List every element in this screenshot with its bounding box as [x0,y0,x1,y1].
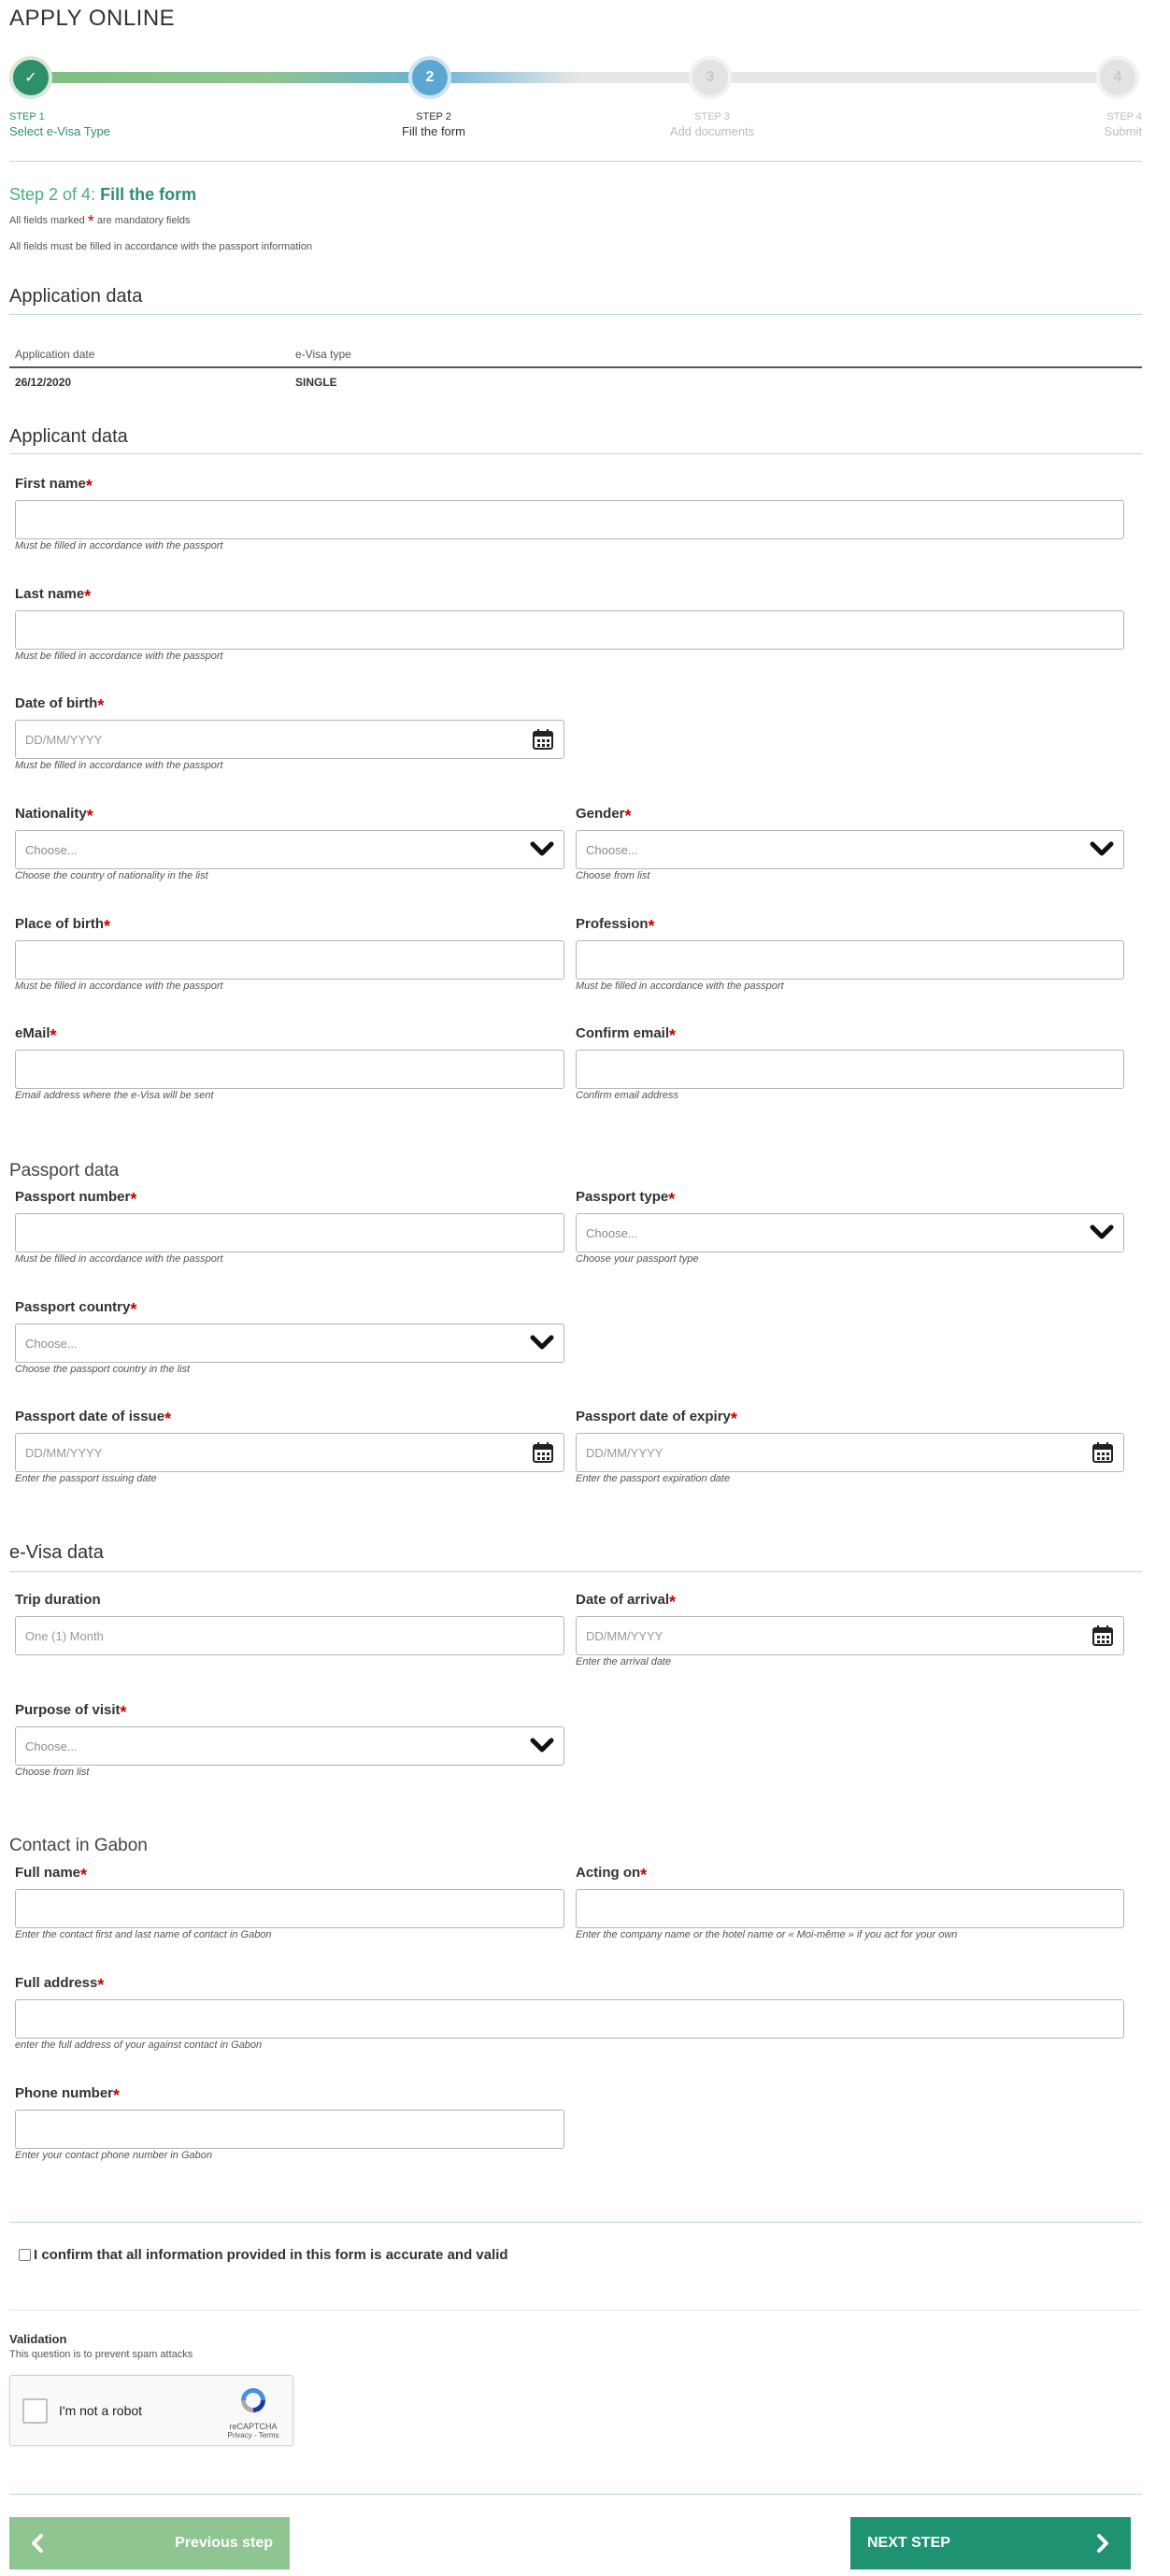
passport-country-value: Choose... [25,1336,78,1351]
chevron-right-icon [1095,2533,1110,2554]
nationality-label-text: Nationality [15,806,87,822]
previous-step-button[interactable] [9,2517,290,2569]
profession-input[interactable] [576,940,1124,980]
confirm-checkbox[interactable] [19,2249,31,2261]
page-title: APPLY ONLINE [9,6,176,31]
required-asterisk: * [130,1300,137,1319]
passport-type-label-text: Passport type [576,1189,669,1205]
step-2-dot: 2 [408,56,451,99]
required-asterisk: * [85,477,93,495]
phone-input[interactable] [15,2110,564,2149]
passport-type-select[interactable] [576,1213,1124,1252]
passport-country-select[interactable] [15,1324,564,1363]
last-name-label [15,586,92,606]
profession-label-text: Profession [576,916,649,932]
step-1-check-icon[interactable]: ✓ [9,56,52,99]
place-of-birth-help: Must be filled in accordance with the passport [15,980,223,992]
contact-name-label [15,1865,88,1884]
arrival-date-placeholder: DD/MM/YYYY [586,1628,663,1643]
required-asterisk: * [648,917,655,936]
required-asterisk: * [97,696,105,715]
last-name-input[interactable] [15,610,1124,650]
calendar-icon[interactable] [1092,1624,1114,1647]
phone-label-text: Phone number [15,2085,114,2101]
acting-on-label [576,1865,648,1884]
last-name-label-text: Last name [15,586,85,602]
recaptcha-icon [238,2385,268,2415]
required-asterisk: * [104,917,111,936]
passport-expiry-help: Enter the passport expiration date [576,1473,731,1484]
place-of-birth-label-text: Place of birth [15,916,105,932]
step-3-number: STEP 3 [694,111,730,122]
address-label-text: Full address [15,1975,98,1991]
required-asterisk: * [84,587,92,606]
required-asterisk: * [87,212,94,231]
previous-step-label: Previous step [175,2535,273,2551]
applicant-data-heading: Applicant data [9,426,128,447]
application-date-value: 26/12/2020 [15,376,72,389]
acting-on-label-text: Acting on [576,1865,641,1881]
passport-number-label [15,1189,137,1209]
trip-duration-label: Trip duration [15,1592,101,1608]
dob-label-text: Date of birth [15,695,98,711]
contact-heading: Contact in Gabon [9,1836,148,1855]
application-data-heading: Application data [9,286,143,307]
calendar-icon[interactable] [1092,1441,1114,1464]
passport-expiry-label-text: Passport date of expiry [576,1409,731,1424]
passport-number-input[interactable] [15,1213,564,1252]
required-asterisk: * [730,1410,737,1428]
passport-type-help: Choose your passport type [576,1253,699,1265]
passport-country-help: Choose the passport country in the list [15,1364,191,1375]
gender-label [576,806,632,825]
passport-type-label [576,1189,676,1209]
passport-expiry-placeholder: DD/MM/YYYY [586,1445,663,1460]
recaptcha-brand: reCAPTCHA [229,2422,278,2431]
purpose-select[interactable] [15,1726,564,1766]
purpose-help: Choose from list [15,1767,90,1778]
step-4-dot: 4 [1096,56,1139,99]
gender-help: Choose from list [576,870,650,881]
next-step-button[interactable] [850,2517,1131,2569]
confirm-email-label-text: Confirm email [576,1025,670,1041]
required-asterisk: * [624,807,632,825]
divider [9,2222,1142,2223]
step-1-number: STEP 1 [9,111,45,122]
recaptcha-label: I'm not a robot [59,2403,143,2418]
step-prefix: Step 2 of 4: [9,185,96,204]
step-title: Fill the form [100,185,197,204]
evisa-type-value: SINGLE [295,376,337,389]
divider [9,314,1142,315]
contact-name-label-text: Full name [15,1865,81,1881]
step-2-label [396,110,471,138]
last-name-help: Must be filled in accordance with the passport [15,651,223,662]
required-asterisk: * [669,1593,677,1611]
arrival-date-help: Enter the arrival date [576,1656,672,1667]
acting-on-help: Enter the company name or the hotel name or « Moi-même » if you act for your own [576,1929,958,1940]
step-4-label [1105,110,1142,138]
required-asterisk: * [50,1026,57,1045]
step-4-name: Submit [1104,124,1142,138]
nationality-select[interactable] [15,830,564,869]
first-name-input[interactable] [15,500,1124,539]
confirm-label[interactable]: I confirm that all information provided in this form is accurate and valid [34,2247,508,2263]
email-help: Email address where the e-Visa will be sent [15,1090,214,1101]
gender-value: Choose... [586,842,638,857]
phone-label [15,2085,121,2105]
dob-help: Must be filled in accordance with the passport [15,760,223,771]
passport-expiry-input[interactable] [576,1433,1124,1472]
passport-type-value: Choose... [586,1225,638,1240]
mandatory-note [9,212,191,231]
chevron-down-icon [1090,1224,1114,1241]
evisa-data-heading: e-Visa data [9,1542,104,1563]
passport-issue-help: Enter the passport issuing date [15,1473,157,1484]
address-label [15,1975,105,1995]
profession-label [576,916,655,936]
contact-name-help: Enter the contact first and last name of contact in Gabon [15,1929,272,1940]
evisa-type-header: e-Visa type [295,348,351,361]
passport-number-label-text: Passport number [15,1189,131,1205]
step-4-number: STEP 4 [1106,111,1142,122]
passport-issue-placeholder: DD/MM/YYYY [25,1445,103,1460]
nationality-label [15,806,93,825]
chevron-left-icon [30,2533,45,2554]
purpose-label-text: Purpose of visit [15,1702,121,1718]
divider [9,2494,1142,2495]
required-asterisk: * [86,807,93,825]
required-asterisk: * [668,1190,676,1209]
dob-placeholder: DD/MM/YYYY [25,732,103,747]
passport-note: All fields must be filled in accordance with the passport information [9,241,313,252]
email-label-text: eMail [15,1025,50,1041]
phone-help: Enter your contact phone number in Gabon [15,2150,212,2161]
step-3-name: Add documents [669,124,755,138]
validation-note: This question is to prevent spam attacks [9,2349,193,2360]
gender-select[interactable] [576,830,1124,869]
dob-input[interactable] [15,720,564,759]
progress-fade [430,72,579,83]
step-2-name: Fill the form [402,124,465,138]
required-asterisk: * [97,1976,105,1995]
step-1-name: Select e-Visa Type [9,124,110,138]
acting-on-input[interactable] [576,1889,1124,1928]
profession-help: Must be filled in accordance with the passport [576,980,784,992]
nationality-help: Choose the country of nationality in the list [15,870,208,881]
progress-fill [28,72,430,83]
passport-number-help: Must be filled in accordance with the passport [15,1253,223,1265]
confirm-email-input[interactable] [576,1050,1124,1089]
recaptcha-widget [9,2375,293,2446]
trip-duration-value: One (1) Month [25,1628,104,1643]
divider [9,453,1142,454]
passport-issue-label [15,1409,172,1428]
step-heading [9,185,196,205]
email-label [15,1025,57,1045]
calendar-icon[interactable] [532,1441,554,1464]
application-date-header: Application date [15,348,95,361]
recaptcha-terms[interactable]: Privacy - Terms [227,2431,279,2440]
place-of-birth-input[interactable] [15,940,564,980]
trip-duration-input [15,1616,564,1655]
confirm-email-help: Confirm email address [576,1090,679,1101]
confirm-email-label [576,1025,677,1045]
required-asterisk: * [130,1190,137,1209]
chevron-down-icon [530,1335,554,1352]
step-2-number: STEP 2 [416,111,451,122]
contact-name-input[interactable] [15,1889,564,1928]
passport-issue-label-text: Passport date of issue [15,1409,165,1424]
address-input[interactable] [15,1999,1124,2039]
address-help: enter the full address of your against contact in Gabon [15,2039,263,2051]
arrival-date-input[interactable] [576,1616,1124,1655]
required-asterisk: * [120,1703,127,1722]
mandatory-note-a: All fields marked [9,215,85,226]
arrival-date-label-text: Date of arrival [576,1592,670,1608]
passport-expiry-label [576,1409,737,1428]
chevron-down-icon [530,841,554,858]
required-asterisk: * [164,1410,172,1428]
validation-heading: Validation [9,2332,67,2346]
step-3-label [665,110,759,138]
required-asterisk: * [80,1866,88,1884]
first-name-label [15,476,93,495]
gender-label-text: Gender [576,806,625,822]
chevron-down-icon [1090,841,1114,858]
passport-country-label-text: Passport country [15,1299,131,1315]
passport-data-heading: Passport data [9,1161,120,1181]
divider [9,1571,1142,1572]
required-asterisk: * [640,1866,648,1884]
divider [9,2310,1142,2311]
step-1-label[interactable] [9,110,110,138]
recaptcha-logo [225,2385,281,2440]
divider [9,161,1142,162]
recaptcha-checkbox[interactable] [22,2398,48,2424]
passport-country-label [15,1299,137,1319]
email-input[interactable] [15,1050,564,1089]
step-3-dot: 3 [689,56,732,99]
dob-label [15,695,105,715]
required-asterisk: * [113,2086,121,2105]
nationality-value: Choose... [25,842,78,857]
place-of-birth-label [15,916,111,936]
chevron-down-icon [530,1738,554,1754]
calendar-icon[interactable] [532,728,554,751]
purpose-label [15,1702,127,1722]
mandatory-note-b: are mandatory fields [96,215,191,226]
passport-issue-input[interactable] [15,1433,564,1472]
next-step-label: NEXT STEP [867,2535,950,2551]
purpose-value: Choose... [25,1739,78,1753]
required-asterisk: * [669,1026,677,1045]
table-header-line [9,366,1142,368]
first-name-label-text: First name [15,476,86,492]
arrival-date-label [576,1592,677,1611]
first-name-help: Must be filled in accordance with the passport [15,540,223,551]
